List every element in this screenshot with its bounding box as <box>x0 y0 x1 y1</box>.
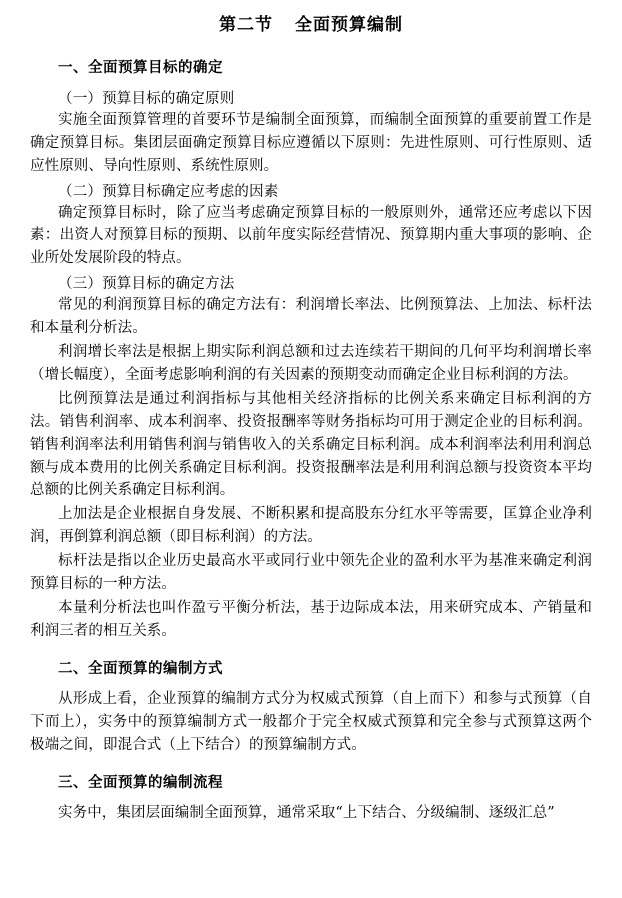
paragraph-1-5: 比例预算法是通过利润指标与其他相关经济指标的比例关系来确定目标利润的方法。销售利润率、成本利润率、投资报酬率等财务指标均可用于测定企业的目标利润。销售利润率法利用销售利润与销售收入的关系确定目标利润。成本利润率法利用利润总额与成本费用的比例关系确定目标利润。投资报酬率法是利用利润总额与投资资本平均总额的比例关系确定目标利润。 <box>30 390 592 499</box>
section-heading-3: 三、全面预算的编制流程 <box>58 773 223 791</box>
section-heading-2: 二、全面预算的编制方式 <box>58 659 223 677</box>
paragraph-3-1: 实务中，集团层面编制全面预算，通常采取“上下结合、分级编制、逐级汇总” <box>58 804 555 821</box>
section-heading-1: 一、全面预算目标的确定 <box>58 58 223 76</box>
paragraph-1-3: 常见的利润预算目标的确定方法有：利润增长率法、比例预算法、上加法、标杆法和本量利分析法。 <box>30 297 592 337</box>
subsection-heading-1-2: （二）预算目标确定应考虑的因素 <box>58 183 279 200</box>
paragraph-1-1: 实施全面预算管理的首要环节是编制全面预算，而编制全面预算的重要前置工作是确定预算目标。集团层面确定预算目标应遵循以下原则：先进性原则、可行性原则、适应性原则、导向性原则、系统性原则。 <box>30 111 592 174</box>
paragraph-1-7: 标杆法是指以企业历史最高水平或同行业中领先企业的盈利水平为基准来确定利润预算目标的一种方法。 <box>30 553 592 593</box>
subsection-heading-1-3: （三）预算目标的确定方法 <box>58 276 235 293</box>
paragraph-1-2: 确定预算目标时，除了应当考虑确定预算目标的一般原则外，通常还应考虑以下因素：出资人对预算目标的预期、以前年度实际经营情况、预算期内重大事项的影响、企业所处发展阶段的特点。 <box>30 204 592 267</box>
page-title-prefix: 第二节 <box>219 15 273 35</box>
page-title-main: 全面预算编制 <box>295 15 403 35</box>
subsection-heading-1-1: （一）预算目标的确定原则 <box>58 90 235 107</box>
paragraph-1-8: 本量利分析法也叫作盈亏平衡分析法，基于边际成本法，用来研究成本、产销量和利润三者的相互关系。 <box>30 600 592 639</box>
paragraph-2-1: 从形成上看，企业预算的编制方式分为权威式预算（自上而下）和参与式预算（自下而上），实务中的预算编制方式一般都介于完全权威式预算和完全参与式预算这两个极端之间，即混合式（上下结合）的预算编制方式。 <box>30 690 592 753</box>
paragraph-1-4: 利润增长率法是根据上期实际利润总额和过去连续若干期间的几何平均利润增长率（增长幅度），全面考虑影响利润的有关因素的预期变动而确定企业目标利润的方法。 <box>30 344 592 383</box>
page-title <box>30 14 592 38</box>
paragraph-1-6: 上加法是企业根据自身发展、不断积累和提高股东分红水平等需要，匡算企业净利润，再倒算利润总额（即目标利润）的方法。 <box>30 506 592 546</box>
